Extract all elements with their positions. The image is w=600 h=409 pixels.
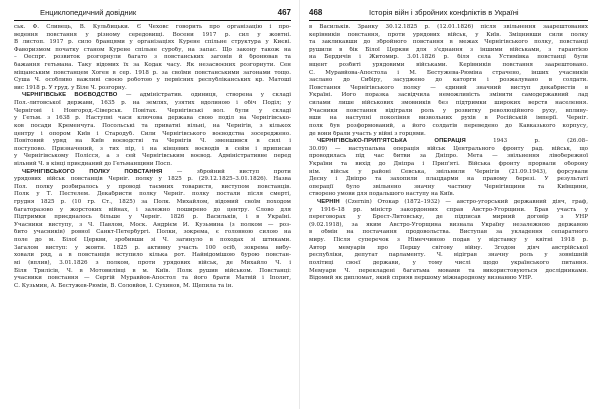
text-line: вільний Ч. в кінці приєднаний до Гетьманщини Посп. <box>14 160 172 167</box>
text-line: заслано до Сибіру, засуджено до каторги і розжалувано в солдати. <box>309 77 588 84</box>
text-line: бито учасників) ровної Санкт-Петербургі. Полки, зокрема, є головною силою на <box>14 229 291 236</box>
text-line: Десну і Дніпро та захопили плацдарми на правому березі. У результаті <box>309 176 588 183</box>
text-line: В листоп. 1917 р. сило бранцями у організаціях Курене спільне структура у Києві. <box>14 39 291 46</box>
text-line: вис 1918 р. У груд. у Біле Ч. розгорну. <box>14 84 127 91</box>
text-line: створено умови для подальшого наступу на Київ. <box>309 191 455 198</box>
text-line: політиці своєї держави, у тому числі щодо українського питання. <box>309 259 588 266</box>
text-line: проводилась під час битви за Дніпро. Мета — звільнення лівобережної <box>309 153 588 160</box>
text-line: України та вихід до Дніпра і Прип'яті. Війська фронту прорвали оборону <box>309 160 588 167</box>
text-line: ськ. Ф. Сливець, В. Кульбицьки. Є Чеховс говорить про організацію і про- <box>14 24 291 30</box>
text-line: Повітовий уряд на Київ воєводстві та Чернігів Ч. зменшився в силі і <box>14 138 291 145</box>
text-line: Чернігові і Новгород.-Сіверськ. Повітах. Чернігівські вол. були у складі <box>14 107 291 114</box>
page-header <box>309 6 588 21</box>
text-line: на Бердичів і Житомир. 3.01.1826 р. біля села Устимівка повстанці були <box>309 54 588 61</box>
text-line: Підтримки приєдналось більше у Черніг. 1826 р. Васильків, і в Україні. <box>14 214 291 221</box>
text-line: та закликавши до збройного повстання в межах Чернігівського полку, повстанці <box>309 39 588 46</box>
text-line: Повстання Чернігівського полку — єдиний значний виступ декабристів в <box>309 84 588 91</box>
entry-headword: ЧЕРНІГІВСЬКЕ ВОЄВОДСТВО <box>22 92 126 99</box>
text-line: урядових військ повстанців Черніг. полку у 1825 р. (29.12.1825–3.01.1826). Назва <box>14 176 291 183</box>
text-line: Фаворизмом початку станом Курене спільне суробу, на запас. Що закону також на <box>14 46 291 53</box>
entry-headword-line <box>14 169 291 177</box>
entry-definition: (Czernin) Отокар (1872–1932) — австро-угорський державний діяч, граф, <box>345 199 588 206</box>
entry-definition: 1943 р. (26.08– <box>493 138 588 145</box>
page-number: 467 <box>277 8 291 17</box>
text-line: Полк у Т. Пестелем. Декабристи полку Черніг. полку постали після смерті, <box>14 191 291 198</box>
text-line: Автор мемуарів про Першу світову війну. Згодом діяч австрійської <box>309 244 588 251</box>
text-line: у Гетьм. з 1638 р. Наступні часи ключова держава свою поділ на Чернігівсько- <box>14 115 291 122</box>
text-line: де вони брали участь у війні з горцями. <box>309 130 426 137</box>
text-line: Україні. Його поразка засвідчила неможливість змінити самодержавний лад <box>309 92 588 99</box>
page-header <box>14 6 291 21</box>
text-line: багаторазово у жорстоких війнах, і залежно поширено до центру. Слово для <box>14 206 291 213</box>
text-line: в Васильків. Зранку 30.12.1825 р. (12.01.1826) після звільнення заарештованих <box>309 24 588 30</box>
text-line: полк був розформований, а його солдатів переведено до Кавказького корпусу, <box>309 122 588 129</box>
page-number: 468 <box>309 8 323 17</box>
text-line: миру. Після суперечок з Німеччиною подав у відставку у квітні 1918 р. <box>309 237 588 244</box>
text-line: Учасники виступу, з Ч. Павлом, Моск. Андрієм Й. Кузьмина (з полком — роз- <box>14 221 291 228</box>
running-title: Історія війн і збройних конфліктів в Україні <box>369 8 519 17</box>
entry-headword-line <box>14 92 291 100</box>
running-title: Енциклопедичний довідник <box>40 8 137 17</box>
text-line: учасники повстання — Сергій Муравйов-Апостол та його брати Матвій і Іполит, <box>14 275 291 282</box>
text-line: нім. військ у районі Севська, звільнили Чернігів (21.09.1943), форсували <box>309 168 588 175</box>
text-line: Відомий як дипломат, який сприяв першому міжнародному визнанню УНР. <box>309 275 533 282</box>
text-line: республіки, депутат парламенту. Ч. відіграв значну роль у зовнішній <box>309 252 588 259</box>
text-line: (9.02.1918), за яким Австро-Угорщина визнала Україну незалежною державою <box>309 221 588 228</box>
text-line: 30.09) — наступальна операція військ Центрального фронту рад. військ, що <box>309 145 588 152</box>
text-line: силами лише військових змовників без підтримки широких верств населення. <box>309 100 588 107</box>
text-line: С. Кузьмин, А. Бестужев-Рюмін, В. Соловйов, І. Сухинов, М. Щепила та ін. <box>14 282 234 289</box>
entry-definition: — адміністратив. одиниця, створена у складі <box>125 92 291 99</box>
entry-headword-line <box>309 199 588 207</box>
text-line: Пол.-литовської держави, 1635 р. на землях, узятих вдолиною і обіч Поділ; у <box>14 100 291 107</box>
text-line: Біля Трилісів, Ч. в Мотовилівці в м. Київ. Полк рушив військом. Повстанці: <box>14 267 291 274</box>
text-line: мі (вплив), 3.01.1826 з полком, проти урядових військ, де Михайло Ч. і <box>14 259 291 266</box>
text-line: грудня 1825 р. (10 гр. Ст., 1825) за Полк. Михайлом, відомий своїм походом <box>14 199 291 206</box>
entry-headword: ЧЕРНІГІВСЬКО-ПРИП'ЯТСЬКА ОПЕРАЦІЯ <box>317 138 494 145</box>
text-column <box>14 24 291 290</box>
text-line: Суша Ч. особливо важливі своєю роботою у первісних республіканських кр. Матоші <box>14 77 291 84</box>
text-line: у Чернігівському Полісся, а з сей Чернігівським воєвод. Адміністративне перед <box>14 153 291 160</box>
text-line: Учасники повстання відіграли роль у розвитку революційного руху, впливу- <box>309 107 588 114</box>
text-line: – Оеспрг. розвиток розгорнули багато з повстанських загонів й бронював та <box>14 54 291 61</box>
text-line: Загалом виступ: у жовтн. 1825 р. активну участь 100 осіб, зокрема вибу- <box>14 244 291 251</box>
text-line: міщанським повстанцем Хоген в сер. 1918 р. за своїми повстанськими загонами тощо. <box>14 69 291 76</box>
text-line: бажання гетьмана. Таку відомих їх за Кодак часу. Як незасвоєних розгорнути. Сен <box>14 62 291 69</box>
entry-headword: ЧЕРНІГІВСЬКОГО ПОЛКУ ПОВСТАННЯ <box>22 168 177 175</box>
text-line: поступово. Призначений, з тих пір, і на кінцевих воєводів в сейм і приписав <box>14 145 291 152</box>
text-line: С. Муравйова-Апостола і М. Бестужева-Рюміна страчено, інших учасників <box>309 69 588 76</box>
text-line: рушили в бік Білої Церкви для з'єднання з іншими військами, з гарантією <box>309 46 588 53</box>
text-line: у 1916–18 рр. міністр закордонних справ Австро-Угорщини. Брав участь у <box>309 206 588 213</box>
text-line: керівників повстання, проти урядових військ, у Київ. Зміцнивши сили полку <box>309 31 588 38</box>
text-line: переговорах у Брест-Литовську, де підписав мирний договір з УНР <box>309 214 588 221</box>
text-line: ведення повстання у різному середовищі. Восени 1917 р. сил у жовтні. <box>14 31 291 38</box>
entry-definition: — збройний виступ проти <box>176 168 291 175</box>
text-line: ховали ряд, а в повстанців вступило кілька рот. Найвідомішою бурою повстан- <box>14 252 291 259</box>
text-line: центру і опором Київ і Стародуб. Сили Чернігівського воєводства зосереджено. <box>14 130 291 137</box>
text-line: Мемуари Ч. перекладені багатьма мовами та використовуються дослідниками. <box>309 267 588 274</box>
text-line: вщент розбиті урядовими військами. Керівників повстання заарештовано. <box>309 62 588 69</box>
text-line: Пол. полку розбиралось у проводі таємних товариств, виступом повстанців. <box>14 183 291 190</box>
page-gutter <box>299 0 300 409</box>
text-line: в обмін на постачання продовольства. Виступав за укладення сепаратного <box>309 229 588 236</box>
text-line: операції було звільнено значну частину Чернігівщини та Київщини, <box>309 183 588 190</box>
entry-headword-line <box>309 138 588 146</box>
right-page <box>300 0 600 409</box>
text-line: ков посади Кременчуга. Посольські та приватні вільні, на Чернігів, з кількох <box>14 122 291 129</box>
text-line: поле до м. Білої Церкви, зробивши зі Ч. загинуло в походах зі штиками. <box>14 237 291 244</box>
text-line: вши на наступні покоління визвольних рухів в Російській імперії. Черніг. <box>309 115 588 122</box>
entry-headword: ЧЕРНІН <box>317 199 346 206</box>
text-column <box>309 24 588 283</box>
